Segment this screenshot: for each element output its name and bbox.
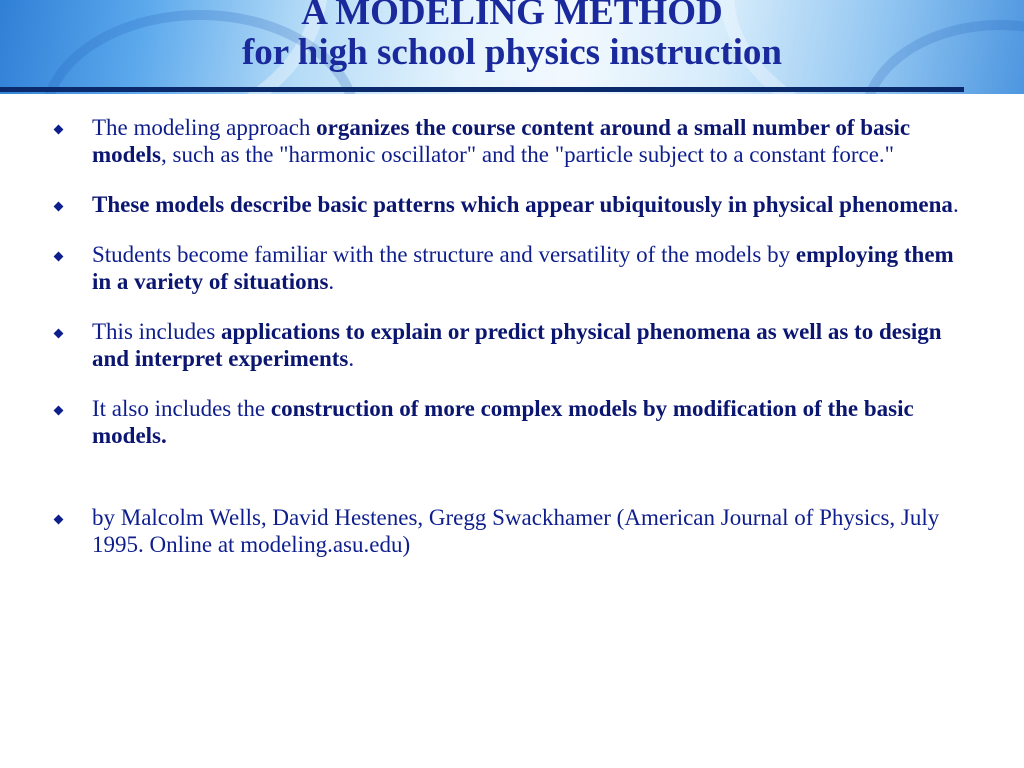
bullet-item — [0, 191, 1024, 218]
bullet-text: It also includes the — [92, 396, 271, 421]
slide-title — [0, 0, 1024, 73]
diamond-bullet-icon — [54, 125, 64, 135]
citation-bullet — [0, 504, 1024, 558]
diamond-bullet-icon — [54, 329, 64, 339]
diamond-bullet-icon — [54, 252, 64, 262]
bullet-text: . — [348, 346, 355, 371]
diamond-bullet-icon — [54, 406, 64, 416]
bullet-text: Students become familiar with the structure and versatility of the models by — [92, 242, 796, 267]
bullet-text: . — [952, 192, 959, 217]
slide-title-line-1: A MODELING METHOD — [301, 0, 723, 33]
bullet-text-bold: construction of more complex models by modification of the basic models. — [92, 396, 914, 448]
bullet-text: This includes — [92, 319, 222, 344]
diamond-bullet-icon — [54, 202, 64, 212]
bullet-text: , such as the "harmonic oscillator" and the "particle subject to a constant force." — [161, 142, 895, 167]
bullet-item — [0, 318, 1024, 372]
bullet-text: . — [328, 269, 335, 294]
bullet-list — [0, 114, 1024, 581]
bullet-text-bold: applications to explain or predict physical phenomena as well as to design and interpret experiments — [92, 319, 942, 371]
bullet-text-bold: employing them in a variety of situations — [92, 242, 954, 294]
bullet-text: by Malcolm Wells, David Hestenes, Gregg Swackhamer (American Journal of Physics, July 1995. Online at modeling.asu.edu) — [92, 505, 940, 557]
bullet-text-bold: These models describe basic patterns which appear ubiquitously in physical phenomena — [92, 192, 953, 217]
bullet-item — [0, 114, 1024, 168]
header-divider-line — [0, 87, 964, 92]
bullet-text-bold: organizes the course content around a small number of basic models — [92, 115, 911, 167]
slide-title-line-2: for high school physics instruction — [241, 32, 783, 73]
bullet-text: The modeling approach — [92, 115, 317, 140]
diamond-bullet-icon — [54, 515, 64, 525]
bullet-item — [0, 241, 1024, 295]
bullet-item — [0, 395, 1024, 449]
